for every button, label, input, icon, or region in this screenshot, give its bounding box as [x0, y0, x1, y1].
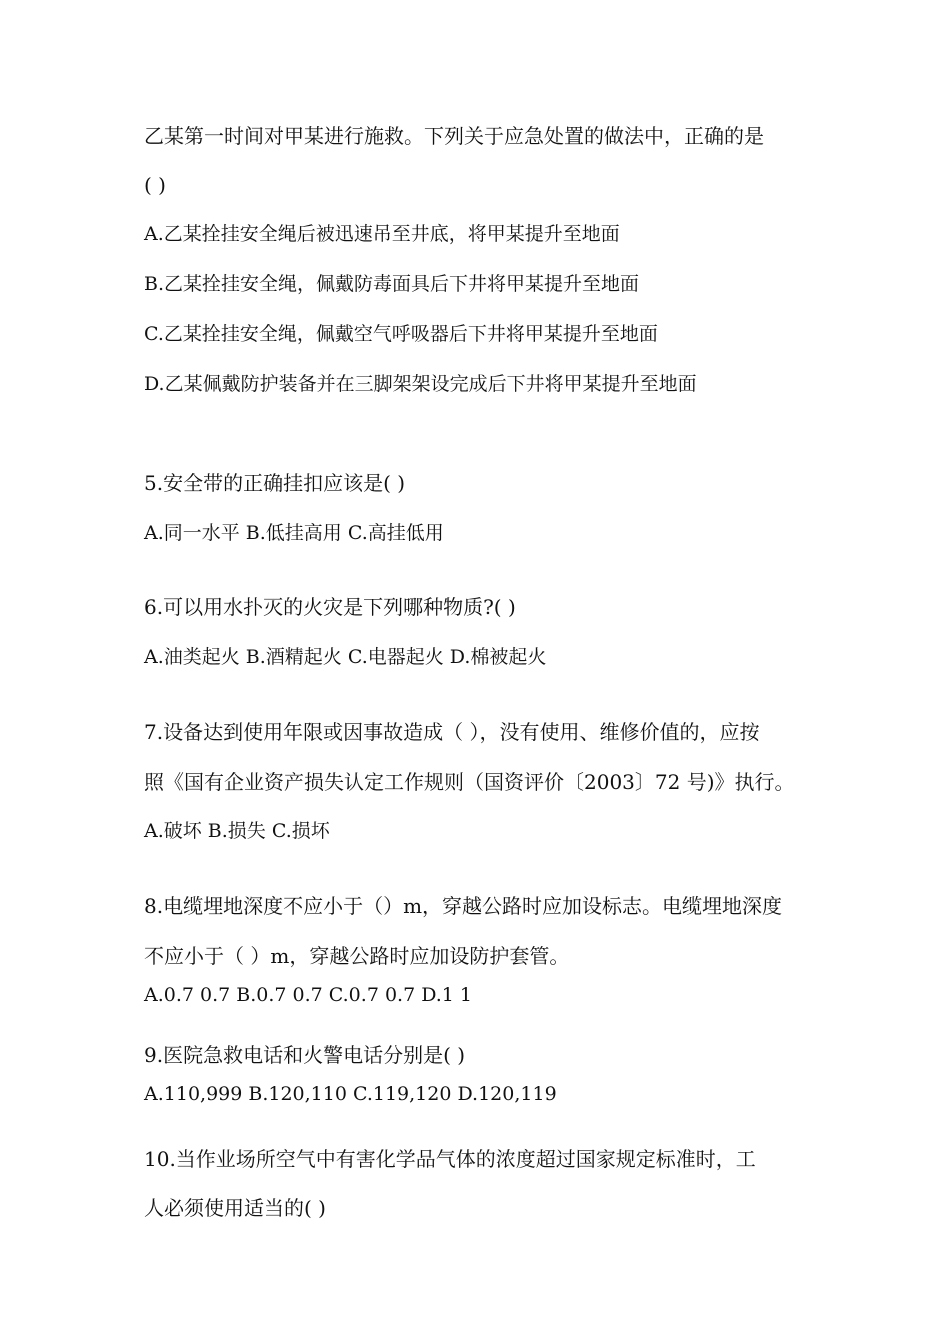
q8-stem-line2: 不应小于（ ）m，穿越公路时应加设防护套管。 — [144, 944, 570, 968]
q5-stem: 5.安全带的正确挂扣应该是( ) — [144, 471, 406, 495]
q6-options: A.油类起火 B.酒精起火 C.电器起火 D.棉被起火 — [144, 646, 547, 668]
q8-stem-line1: 8.电缆埋地深度不应小于（）m，穿越公路时应加设标志。电缆埋地深度 — [144, 894, 783, 918]
q4-option-b: B.乙某拴挂安全绳，佩戴防毒面具后下井将甲某提升至地面 — [144, 273, 640, 295]
q4-option-d: D.乙某佩戴防护装备并在三脚架架设完成后下井将甲某提升至地面 — [144, 373, 697, 395]
q7-stem-line2: 照《国有企业资产损失认定工作规则（国资评价〔2003〕72 号)》执行。 — [144, 770, 795, 794]
q7-stem-line1: 7.设备达到使用年限或因事故造成（ ），没有使用、维修价值的，应按 — [144, 720, 760, 744]
q9-stem: 9.医院急救电话和火警电话分别是( ) — [144, 1043, 466, 1067]
q10-stem-line2: 人必须使用适当的( ) — [144, 1196, 326, 1220]
q4-option-a: A.乙某拴挂安全绳后被迅速吊至井底，将甲某提升至地面 — [144, 223, 620, 245]
q5-options: A.同一水平 B.低挂高用 C.高挂低用 — [144, 522, 444, 544]
q9-options: A.110,999 B.120,110 C.119,120 D.120,119 — [144, 1083, 557, 1105]
q8-options: A.0.7 0.7 B.0.7 0.7 C.0.7 0.7 D.1 1 — [144, 984, 473, 1006]
q4-stem-line1: 乙某第一时间对甲某进行施救。下列关于应急处置的做法中，正确的是 — [144, 124, 764, 148]
q4-option-c: C.乙某拴挂安全绳，佩戴空气呼吸器后下井将甲某提升至地面 — [144, 323, 658, 345]
q10-stem-line1: 10.当作业场所空气中有害化学品气体的浓度超过国家规定标准时，工 — [144, 1147, 756, 1171]
q6-stem: 6.可以用水扑灭的火灾是下列哪种物质?( ) — [144, 595, 516, 619]
q7-options: A.破坏 B.损失 C.损坏 — [144, 820, 330, 842]
q4-stem-line2: ( ) — [144, 173, 166, 197]
